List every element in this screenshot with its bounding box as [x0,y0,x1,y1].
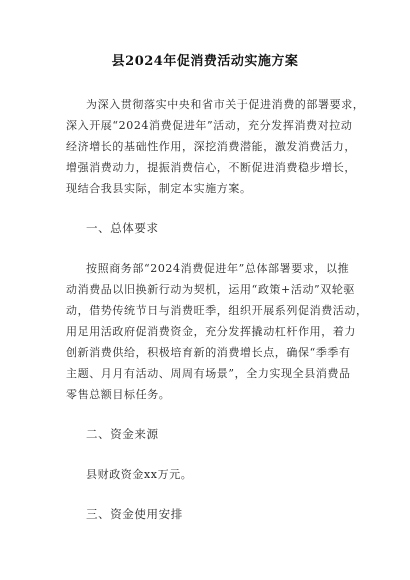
body-line: 动，借势传统节日与消费旺季，组织开展系列促消费活动， [66,304,368,317]
funding-source-text: 县财政资金xx万元。 [86,468,193,481]
section-heading-funding-source: 二、资金来源 [86,427,159,441]
body-line: 主题、月月有活动、周周有场景”，全力实现全县消费品 [66,367,351,380]
section-heading-overall: 一、总体要求 [86,221,159,235]
intro-line: 经济增长的基础性作用，深挖消费潜能，激发消费活力， [66,140,356,153]
body-line: 创新消费供给，积极培育新的消费增长点，确保“季季有 [66,346,351,359]
document-title: 县2024年促消费活动实施方案 [111,54,299,69]
intro-line: 为深入贯彻落实中央和省市关于促进消费的部署要求， [86,98,365,111]
intro-line: 增强消费动力，提振消费信心，不断促进消费稳步增长， [66,161,356,174]
intro-line: 深入开展“2024消费促进年”活动，充分发挥消费对拉动 [66,119,353,132]
body-line: 零售总额目标任务。 [66,388,171,401]
body-line: 按照商务部“2024消费促进年”总体部署要求，以推 [86,262,350,275]
body-line: 动消费品以旧换新行动为契机，运用“政策+活动”双轮驱 [66,283,356,296]
section-heading-fund-usage: 三、资金使用安排 [86,507,183,521]
body-line: 用足用活政府促消费资金，充分发挥撬动杠杆作用，着力 [66,325,356,338]
intro-line: 现结合我县实际，制定本实施方案。 [66,182,252,195]
